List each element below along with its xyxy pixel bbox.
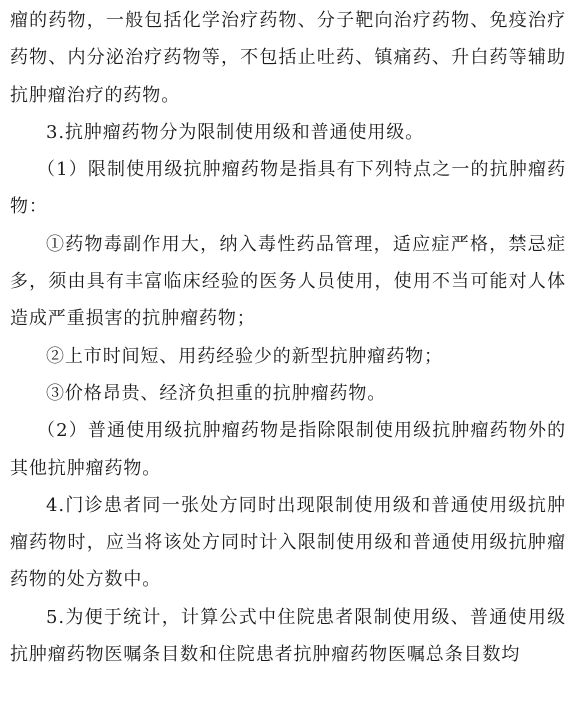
paragraph-subitem-1: ①药物毒副作用大，纳入毒性药品管理，适应症严格，禁忌症多，须由具有丰富临床经验的医务人员使用，使用不当可能对人体造成严重损害的抗肿瘤药物；	[10, 233, 566, 330]
paragraph-item-3-2: （2）普通使用级抗肿瘤药物是指除限制使用级抗肿瘤药物外的其他抗肿瘤药物。	[10, 420, 566, 479]
paragraph-item-3-1: （1）限制使用级抗肿瘤药物是指具有下列特点之一的抗肿瘤药物：	[10, 159, 566, 218]
paragraph-item-3: 3.抗肿瘤药物分为限制使用级和普通使用级。	[46, 121, 425, 143]
paragraph-subitem-2: ②上市时间短、用药经验少的新型抗肿瘤药物；	[46, 345, 443, 367]
paragraph-continuation: 瘤的药物，一般包括化学治疗药物、分子靶向治疗药物、免疫治疗药物、内分泌治疗药物等，不包括止吐药、镇痛药、升白药等辅助抗肿瘤治疗的药物。	[10, 10, 566, 106]
paragraph-item-5: 5.为便于统计，计算公式中住院患者限制使用级、普通使用级抗肿瘤药物医嘱条目数和住院患者抗肿瘤药物医嘱总条目数均	[10, 606, 566, 666]
paragraph-subitem-3: ③价格昂贵、经济负担重的抗肿瘤药物。	[46, 382, 387, 404]
paragraph-item-4: 4.门诊患者同一张处方同时出现限制使用级和普通使用级抗肿瘤药物时，应当将该处方同时计入限制使用级和普通使用级抗肿瘤药物的处方数中。	[10, 494, 566, 591]
